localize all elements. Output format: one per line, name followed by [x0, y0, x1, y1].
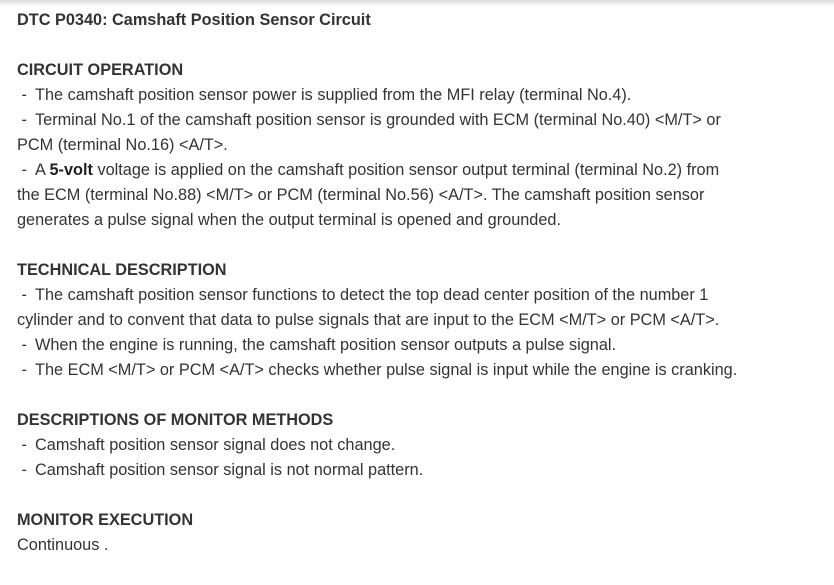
list-item: - The camshaft position sensor power is supplied from the MFI relay (terminal No.4).: [17, 83, 827, 108]
list-item: - The camshaft position sensor functions to detect the top dead center position of the number 1 cylinder and to convent that data to pulse signals that are input to the ECM <M/T> or PCM <A/T>.: [17, 283, 827, 333]
list-item: - Camshaft position sensor signal does not change.: [17, 433, 827, 458]
document-title: DTC P0340: Camshaft Position Sensor Circuit: [17, 11, 371, 29]
list-item: - The ECM <M/T> or PCM <A/T> checks whether pulse signal is input while the engine is cranking.: [17, 358, 827, 383]
top-shadow: [0, 0, 834, 7]
dash-marker: -: [17, 461, 27, 479]
dash-marker: -: [17, 436, 27, 454]
section-circuit-operation: [17, 58, 827, 233]
dash-marker: -: [17, 161, 27, 179]
dash-marker: -: [17, 86, 27, 104]
list-item: - Terminal No.1 of the camshaft position sensor is grounded with ECM (terminal No.40) <M/T> or PCM (terminal No.16) <A/T>.: [17, 108, 827, 158]
section-monitor-methods: [17, 408, 827, 483]
section-heading: TECHNICAL DESCRIPTION: [17, 261, 227, 279]
dash-marker: -: [17, 336, 27, 354]
dash-marker: -: [17, 286, 27, 304]
list-item: - A 5-volt voltage is applied on the camshaft position sensor output terminal (terminal No.2) from the ECM (terminal No.88) <M/T> or PCM (terminal No.56) <A/T>. The camshaft position sensor generates a pulse signal when the output terminal is opened and grounded.: [17, 158, 827, 233]
section-heading: CIRCUIT OPERATION: [17, 61, 184, 79]
section-monitor-execution: [17, 508, 827, 558]
document: [17, 8, 827, 558]
dash-marker: -: [17, 361, 27, 379]
dash-marker: -: [17, 111, 27, 129]
section-heading: MONITOR EXECUTION: [17, 511, 194, 529]
section-heading: DESCRIPTIONS OF MONITOR METHODS: [17, 411, 334, 429]
list-item: - Camshaft position sensor signal is not normal pattern.: [17, 458, 827, 483]
monitor-execution-value: Continuous .: [17, 536, 109, 554]
bold-voltage: 5-volt: [49, 161, 93, 179]
section-technical-description: [17, 258, 827, 383]
list-item: - When the engine is running, the camshaft position sensor outputs a pulse signal.: [17, 333, 827, 358]
